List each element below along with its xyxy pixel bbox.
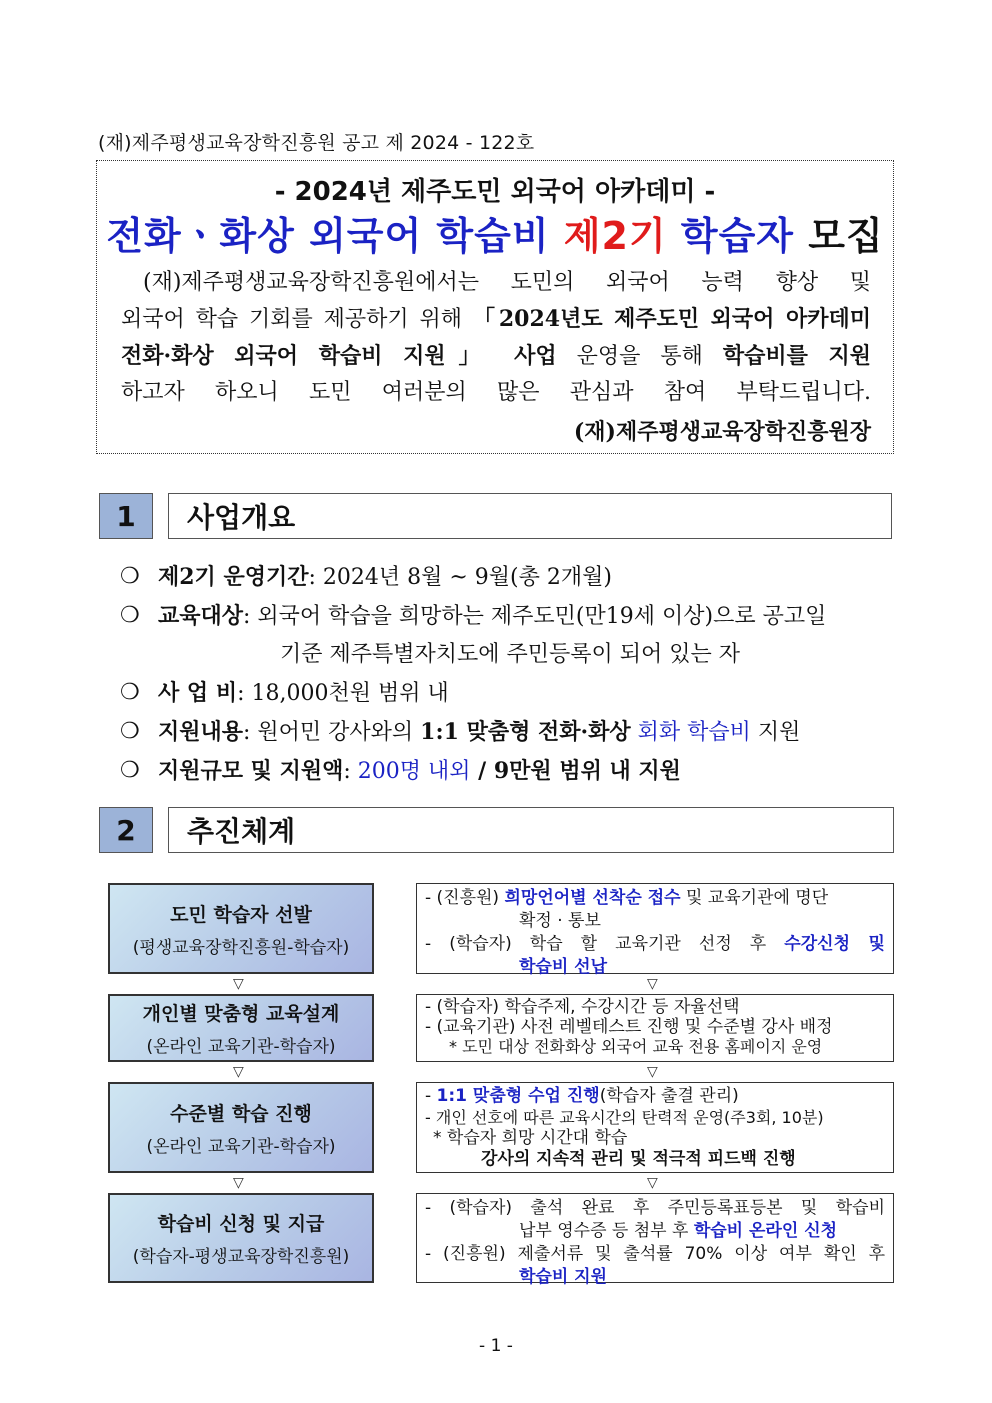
section-1-title: 사업개요 [168,493,892,539]
intro-line-3c: 학습비를 지원 [722,343,872,369]
detail-text: 출석 완료 후 주민등록표등본 및 학습비 [530,1198,885,1218]
circle-bullet-icon: ❍ [120,680,140,705]
notice-number: (재)제주평생교육장학진흥원 공고 제 2024 - 122호 [98,132,535,154]
detail-highlight: 1:1 맞춤형 수업 진행 [436,1086,600,1106]
down-arrow-icon: ▽ [647,1175,658,1191]
circle-bullet-icon: ❍ [120,603,140,628]
scale-sep: : [343,759,358,784]
detail-note: * 학습자 희망 시간대 학습 [433,1128,628,1148]
step-title: 학습비 신청 및 지급 [157,1213,325,1235]
support-content-bold: 1:1 맞춤형 전화·화상 [420,719,631,745]
down-arrow-icon: ▽ [647,1064,658,1080]
detail-line: - (학습자) 학습주제, 수강시간 등 자율선택 [425,997,740,1017]
budget-label: 사 업 비 [158,680,238,706]
target-continuation: 기준 제주특별자치도에 주민등록이 되어 있는 자 [280,642,741,667]
section-2-title: 추진체계 [168,807,894,853]
support-content-highlight: 회화 학습비 [630,720,751,745]
detail-highlight: 학습비 지원 [519,1267,608,1287]
detail-line [425,1197,885,1220]
detail-actor: - (진흥원) [425,888,505,908]
list-item [120,752,896,791]
step-actors: (평생교육장학진흥원-학습자) [132,937,350,958]
step-actors: (학습자-평생교육장학진흥원) [132,1247,350,1267]
flow-step-4 [108,1193,374,1283]
list-item [120,597,896,636]
detail-highlight: 학습비 온라인 신청 [693,1221,838,1241]
period-label: 제2기 운영기간 [158,564,309,590]
detail-text: 학습 할 교육기관 선정 후 [529,934,785,954]
circle-bullet-icon: ❍ [120,758,140,783]
detail-line [425,1086,885,1107]
detail-text: (학습자 출결 관리) [599,1086,739,1106]
list-item [120,558,896,597]
circle-bullet-icon: ❍ [120,564,140,589]
title-box [96,160,894,454]
section-2-number: 2 [99,807,153,853]
detail-actor: - (진흥원) [425,1244,518,1264]
title-part-1: 전화ㆍ화상 외국어 학습비 [106,214,564,258]
period-value: : 2024년 8월 ~ 9월(총 2개월) [308,565,612,590]
detail-line: 강사의 지속적 관리 및 적극적 피드백 진행 [481,1149,796,1169]
intro-line-3b: 운영을 통해 [556,344,723,369]
detail-line [425,1266,885,1289]
support-content-end: 지원 [750,720,801,745]
detail-highlight: 학습비 선납 [519,957,608,977]
detail-line [425,933,885,956]
flow-detail-2 [416,994,894,1062]
signature: (재)제주평생교육장학진흥원장 [573,419,871,445]
detail-line [425,1243,885,1266]
intro-line-4: 하고자 하오니 도민 여러분의 많은 관심과 참여 부탁드립니다. [121,380,871,405]
flow-step-1 [108,883,374,974]
main-title [97,205,893,260]
detail-actor: - (학습자) [425,934,530,954]
support-content-label: 지원내용 [158,719,244,745]
down-arrow-icon: ▽ [647,976,658,992]
step-title: 개인별 맞춤형 교육설계 [142,1003,340,1025]
step-title: 도민 학습자 선발 [170,903,312,926]
overview-list [120,558,896,791]
section-1-number: 1 [99,493,153,539]
detail-text: 및 교육기관에 명단 [680,888,829,908]
step-title: 수준별 학습 진행 [170,1102,312,1125]
detail-text: 납부 영수증 등 첨부 후 [519,1221,694,1241]
detail-line [425,887,885,910]
intro-line-2a: 외국어 학습 기회를 제공하기 위해 [121,307,473,332]
intro-line-2 [121,301,871,338]
detail-text: 제출서류 및 출석률 70% 이상 여부 확인 후 [517,1244,885,1264]
intro-line-3 [121,338,871,375]
flow-detail-3 [416,1082,894,1173]
target-value: : 외국어 학습을 희망하는 제주도민(만19세 이상)으로 공고일 [243,604,827,629]
scale-count: 200명 내외 [357,759,471,784]
list-item [120,674,896,713]
circle-bullet-icon: ❍ [120,719,140,744]
detail-actor: - (학습자) [425,1198,531,1218]
step-actors: (온라인 교육기관-학습자) [146,1037,336,1057]
title-part-4: 모집 [794,214,884,258]
title-term: 제2기 [563,214,667,258]
detail-line [425,1220,885,1243]
scale-label: 지원규모 및 지원액 [158,758,344,784]
flow-step-2 [108,994,374,1062]
detail-line: - 개인 선호에 따른 교육시간의 탄력적 운영(주3회, 10분) [425,1108,824,1127]
detail-note: * 도민 대상 전화화상 외국어 교육 전용 홈페이지 운영 [449,1037,823,1056]
page-number: - 1 - [479,1336,513,1356]
target-label: 교육대상 [158,603,244,629]
support-content-text: : 원어민 강사와의 [243,720,421,745]
flow-detail-4 [416,1193,894,1287]
detail-line: - (교육기관) 사전 레벨테스트 진행 및 수준별 강사 배정 [425,1017,833,1037]
intro-line-2b: 「2024년도 제주도민 외국어 아카데미 [472,306,871,332]
flow-step-3 [108,1082,374,1173]
down-arrow-icon: ▽ [233,1175,244,1191]
title-part-3: 학습자 [666,214,795,258]
detail-highlight: 희망언어별 선착순 접수 [504,888,681,908]
detail-line: 확정 · 통보 [519,911,601,931]
list-item [120,713,896,752]
down-arrow-icon: ▽ [233,1064,244,1080]
down-arrow-icon: ▽ [233,976,244,992]
subtitle: - 2024년 제주도민 외국어 아카데미 - [274,177,716,207]
step-actors: (온라인 교육기관-학습자) [146,1136,336,1157]
intro-paragraph [121,265,871,411]
intro-line-3a: 전화·화상 외국어 학습비 지원」 사업 [121,343,557,369]
budget-value: : 18,000천원 범위 내 [237,681,449,706]
flow-detail-1 [416,883,894,977]
intro-line-1: (재)제주평생교육장학진흥원에서는 도민의 외국어 능력 향상 및 [143,270,871,295]
detail-dash: - [425,1086,437,1106]
scale-amount: / 9만원 범위 내 지원 [470,758,681,784]
detail-highlight: 수강신청 및 [784,934,885,954]
